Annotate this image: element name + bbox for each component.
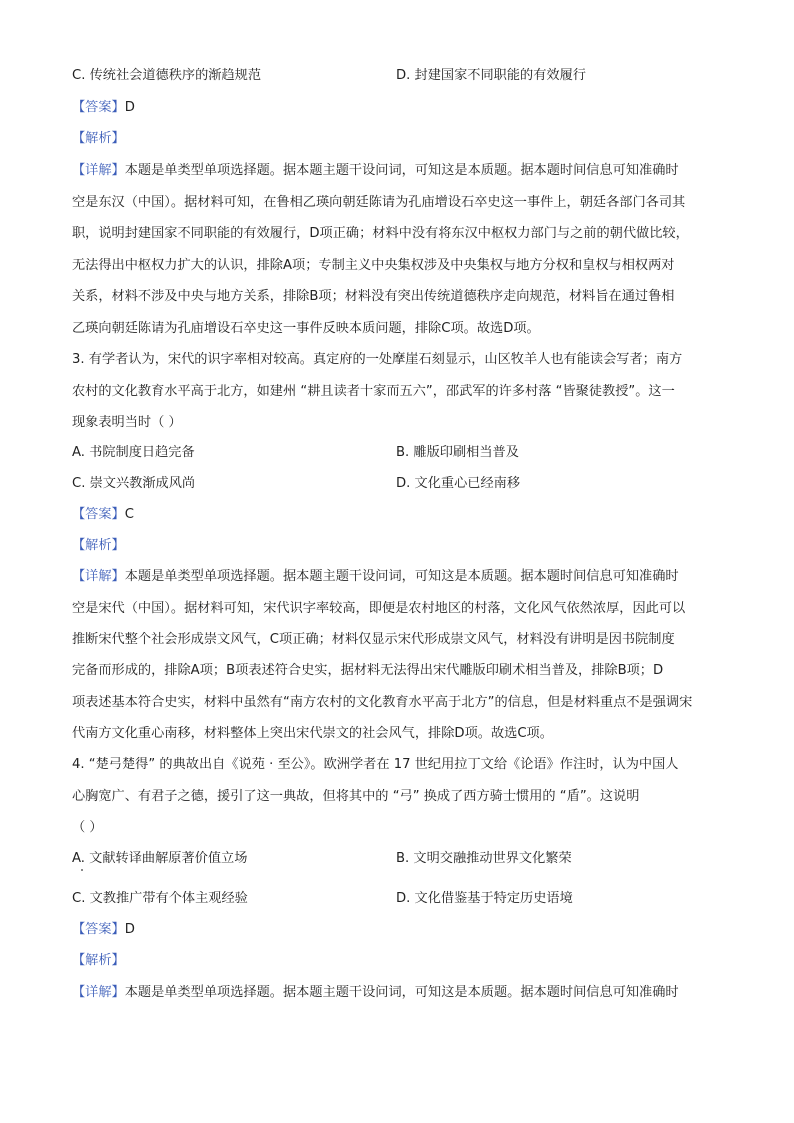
detail-tag: 【详解】: [72, 569, 125, 584]
detail-text: 本题是单类型单项选择题。据本题主题干设问词，可知这是本质题。据本题时间信息可知准确时: [124, 985, 679, 1000]
q4-detail-line-1: [72, 983, 679, 1003]
q3-detail-line-1: [72, 567, 679, 587]
q3-detail-line-2: 空是宋代（中国）。据材料可知，宋代识字率较高，即便是农村地区的村落，文化风气依然浓厚，因此可以: [72, 601, 686, 616]
q4-stem-line-1: 4. “楚弓楚得” 的典故出自《说苑 · 至公》。欧洲学者在 17 世纪用拉丁文给《论语》作注时，认为中国人: [72, 757, 679, 772]
answer-value: D: [124, 922, 135, 937]
q4-stem-line-3: （ ）: [72, 820, 103, 835]
q3-answer: [72, 505, 134, 525]
q3-detail-line-4: 完备而形成的，排除A项；B项表述符合史实，据材料无法得出宋代雕版印刷术相当普及，排除B项；D: [72, 663, 664, 678]
stray-dot: [81, 869, 83, 871]
detail-text: 本题是单类型单项选择题。据本题主题干设问词，可知这是本质题。据本题时间信息可知准确时: [124, 569, 679, 584]
q4-option-a[interactable]: A. 文献转译曲解原著价值立场: [72, 851, 248, 866]
q3-stem-line-2: 农村的文化教育水平高于北方，如建州 “耕且读者十家而五六”，邵武军的许多村落 “皆聚徒教授”。这一: [72, 384, 675, 399]
answer-tag: 【答案】: [72, 922, 125, 937]
q2-detail-line-2: 空是东汉（中国）。据材料可知，在鲁相乙瑛向朝廷陈请为孔庙增设石卒史这一事件上，朝廷各部门各司其: [72, 195, 686, 210]
q2-detail-line-5: 关系，材料不涉及中央与地方关系，排除B项；材料没有突出传统道德秩序走向规范，材料旨在通过鲁相: [72, 289, 675, 304]
answer-tag: 【答案】: [72, 507, 125, 522]
q4-option-d[interactable]: D. 文化借鉴基于特定历史语境: [396, 891, 573, 906]
q3-option-c[interactable]: C. 崇文兴教渐成风尚: [72, 476, 196, 491]
q2-detail-line-1: [72, 161, 679, 181]
q3-analysis-tag: 【解析】: [72, 538, 125, 553]
q2-analysis-tag: 【解析】: [72, 131, 125, 146]
q3-detail-line-6: 代南方文化重心南移，材料整体上突出宋代崇文的社会风气，排除D项。故选C项。: [72, 726, 553, 741]
q3-stem-line-1: 3. 有学者认为，宋代的识字率相对较高。真定府的一处摩崖石刻显示，山区牧羊人也有能读会写者；南方: [72, 352, 683, 367]
q3-stem-line-3: 现象表明当时（ ）: [72, 415, 182, 430]
answer-tag: 【答案】: [72, 100, 125, 115]
q4-analysis-tag: 【解析】: [72, 953, 125, 968]
q2-detail-line-6: 乙瑛向朝廷陈请为孔庙增设石卒史这一事件反映本质问题，排除C项。故选D项。: [72, 321, 540, 336]
detail-text: 本题是单类型单项选择题。据本题主题干设问词，可知这是本质题。据本题时间信息可知准确时: [124, 163, 679, 178]
q2-option-d[interactable]: D. 封建国家不同职能的有效履行: [396, 68, 586, 83]
q4-stem-line-2: 心胸宽广、有君子之德，援引了这一典故，但将其中的 “弓” 换成了西方骑士惯用的 “盾”。这说明: [72, 789, 640, 804]
q2-answer: [72, 98, 135, 118]
answer-value: C: [124, 507, 134, 522]
q3-option-a[interactable]: A. 书院制度日趋完备: [72, 445, 195, 460]
q2-detail-line-3: 职，说明封建国家不同职能的有效履行，D项正确；材料中没有将东汉中枢权力部门与之前的朝代做比较，: [72, 226, 689, 241]
q3-detail-line-3: 推断宋代整个社会形成崇文风气，C项正确；材料仅显示宋代形成崇文风气，材料没有讲明是因书院制度: [72, 632, 675, 647]
q4-option-c[interactable]: C. 文教推广带有个体主观经验: [72, 891, 248, 906]
detail-tag: 【详解】: [72, 985, 125, 1000]
q3-detail-line-5: 项表述基本符合史实，材料中虽然有“南方农村的文化教育水平高于北方”的信息，但是材料重点不是强调宋: [72, 695, 693, 710]
q4-option-b[interactable]: B. 文明交融推动世界文化繁荣: [396, 851, 572, 866]
detail-tag: 【详解】: [72, 163, 125, 178]
answer-value: D: [124, 100, 135, 115]
q2-option-c[interactable]: C. 传统社会道德秩序的渐趋规范: [72, 68, 262, 83]
q3-option-d[interactable]: D. 文化重心已经南移: [396, 476, 521, 491]
q3-option-b[interactable]: B. 雕版印刷相当普及: [396, 445, 519, 460]
q4-answer: [72, 920, 135, 940]
q2-detail-line-4: 无法得出中枢权力扩大的认识，排除A项；专制主义中央集权涉及中央集权与地方分权和皇权与相权两对: [72, 258, 675, 273]
